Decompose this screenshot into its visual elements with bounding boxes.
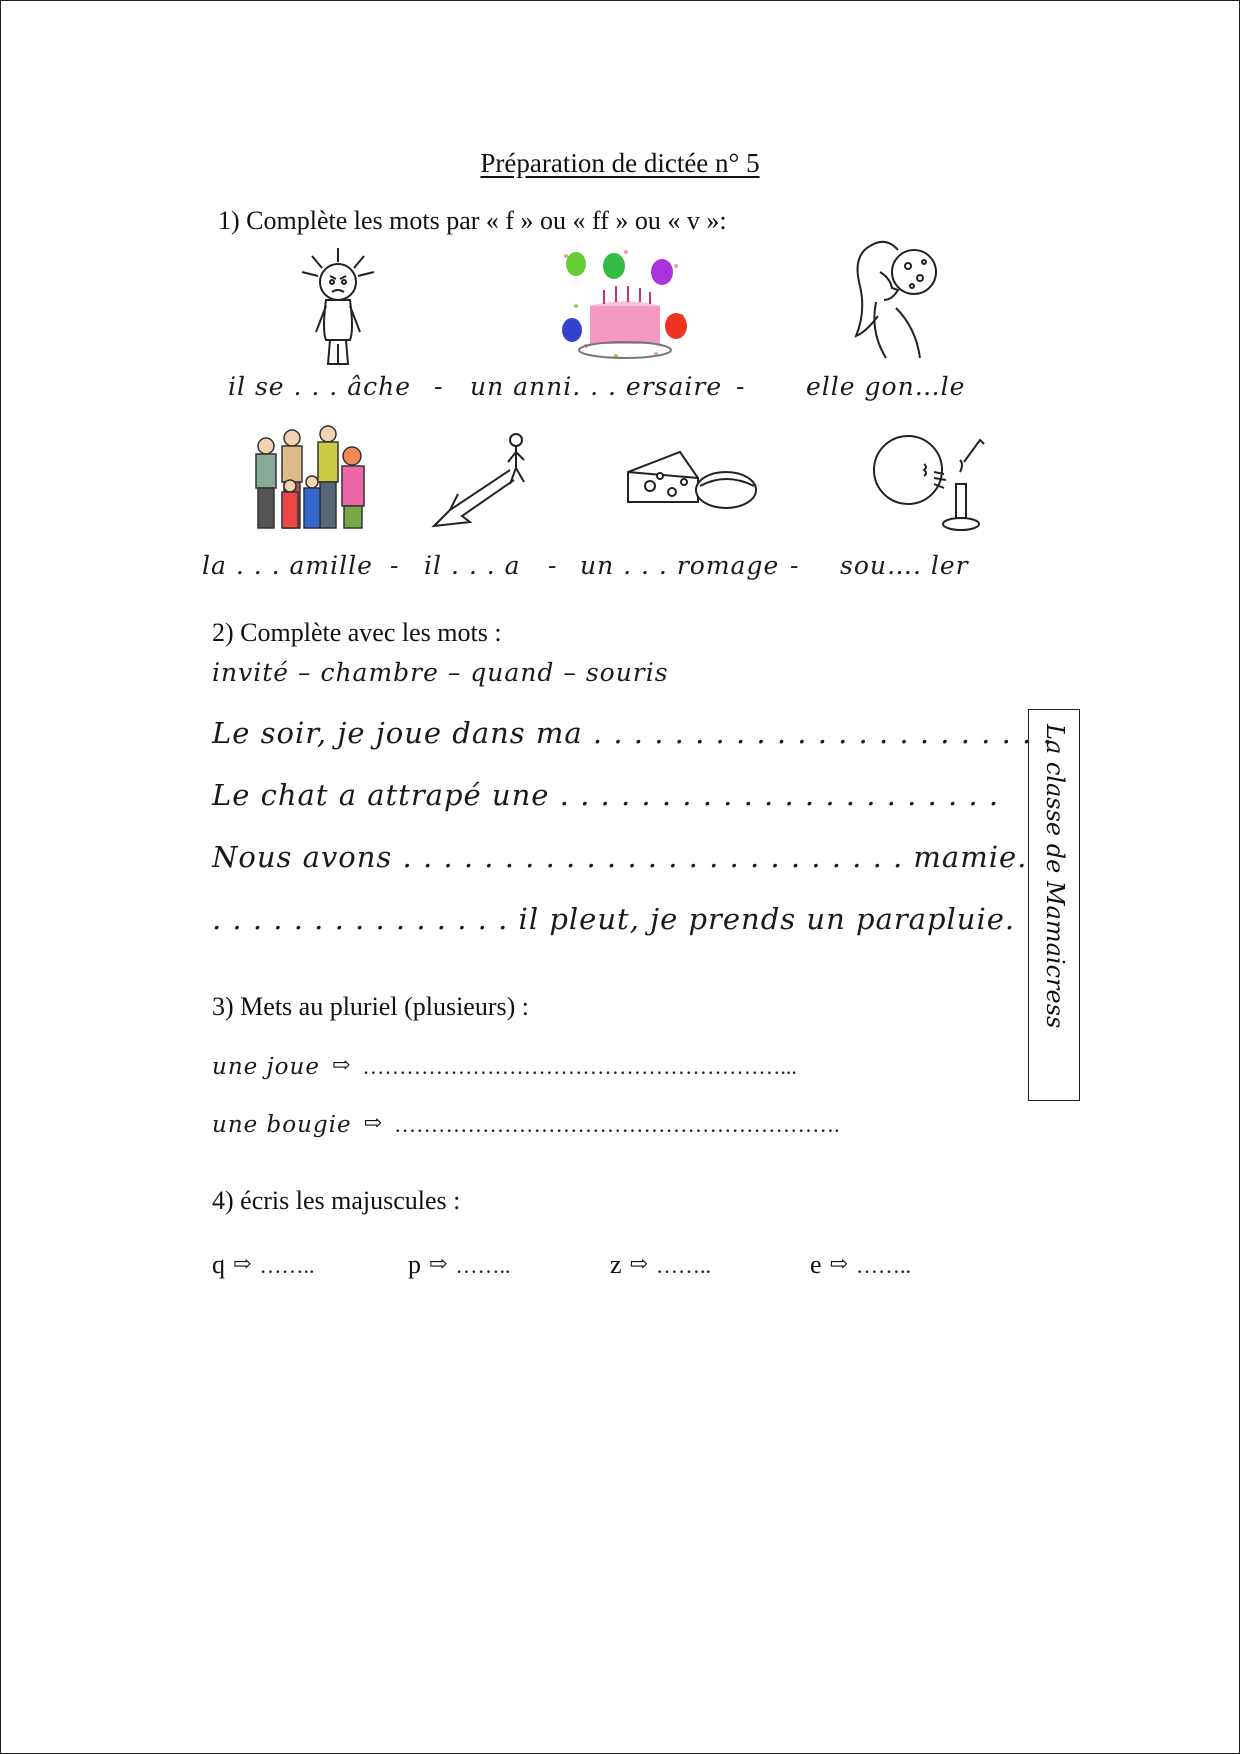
capital-letter-4: e — [810, 1250, 822, 1279]
plural-line-2 — [212, 1110, 840, 1138]
capital-item-4 — [810, 1250, 911, 1280]
capital-answer-2: …….. — [455, 1253, 511, 1278]
section1-heading: 1) Complète les mots par « f » ou « ff » ou « v »: — [218, 206, 727, 235]
row1-word-3: elle gon…le — [806, 372, 966, 401]
right-arrow-icon: ⇨ — [331, 1052, 351, 1077]
side-credit-text: La classe de Mamaicress — [1041, 724, 1069, 1029]
section3-heading: 3) Mets au pluriel (plusieurs) : — [212, 992, 529, 1021]
capital-answer-4: …….. — [855, 1253, 911, 1278]
birthday-cake-balloons-icon — [556, 246, 692, 364]
row2-dash-3: - — [790, 551, 800, 580]
walking-arrow-icon — [430, 430, 534, 530]
plural-line-1 — [212, 1052, 797, 1080]
capital-letter-3: z — [610, 1250, 622, 1279]
right-arrow-icon: ⇨ — [429, 1251, 448, 1276]
section4-heading: 4) écris les majuscules : — [212, 1186, 461, 1215]
row1-dash-1: - — [434, 372, 444, 401]
plural-answer-1: …………………………………………………... — [362, 1054, 797, 1079]
capital-answer-1: …….. — [259, 1253, 315, 1278]
row2-word-2: il . . . a — [424, 551, 521, 580]
section2-heading: 2) Complète avec les mots : — [212, 618, 502, 647]
sentence-2: Le chat a attrapé une . . . . . . . . . . . . . . . . . . . . . . — [212, 778, 1000, 812]
right-arrow-icon: ⇨ — [363, 1110, 383, 1135]
row2-word-1: la . . . amille — [202, 551, 373, 580]
row2-dash-1: - — [390, 551, 400, 580]
capital-item-2 — [408, 1250, 510, 1280]
capital-answer-3: …….. — [655, 1253, 711, 1278]
row2-dash-2: - — [548, 551, 558, 580]
cheese-icon — [624, 448, 758, 514]
right-arrow-icon: ⇨ — [233, 1251, 252, 1276]
row1-word-1: il se . . . âche — [228, 372, 411, 401]
plural-word-2: une bougie — [212, 1112, 352, 1138]
side-credit-box — [1028, 709, 1080, 1101]
girl-blowing-balloon-icon — [850, 232, 940, 360]
right-arrow-icon: ⇨ — [629, 1251, 648, 1276]
row1-dash-2: - — [736, 372, 746, 401]
capital-item-1 — [212, 1250, 314, 1280]
family-icon — [250, 424, 370, 532]
capital-item-3 — [610, 1250, 711, 1280]
page-title: Préparation de dictée n° 5 — [480, 148, 760, 178]
row2-word-3: un . . . romage — [580, 551, 780, 580]
right-arrow-icon: ⇨ — [829, 1251, 848, 1276]
sentence-1: Le soir, je joue dans ma . . . . . . . . . . . . . . . . . . . . . . . — [212, 716, 1053, 750]
blowing-candle-icon — [872, 432, 996, 536]
plural-word-1: une joue — [212, 1054, 320, 1080]
capital-letter-2: p — [408, 1250, 421, 1279]
sentence-4: . . . . . . . . . . . . . . . il pleut, je prends un parapluie. — [212, 902, 1016, 936]
word-bank: invité – chambre – quand – souris — [212, 658, 669, 687]
capital-letter-1: q — [212, 1250, 225, 1279]
row2-word-4: sou…. ler — [840, 551, 969, 580]
sentence-3: Nous avons . . . . . . . . . . . . . . . . . . . . . . . . . mamie. — [212, 840, 1028, 874]
row1-word-2: un anni. . . ersaire — [470, 372, 723, 401]
angry-man-icon — [292, 246, 384, 370]
plural-answer-2: ……………………………………………………. — [394, 1112, 840, 1137]
